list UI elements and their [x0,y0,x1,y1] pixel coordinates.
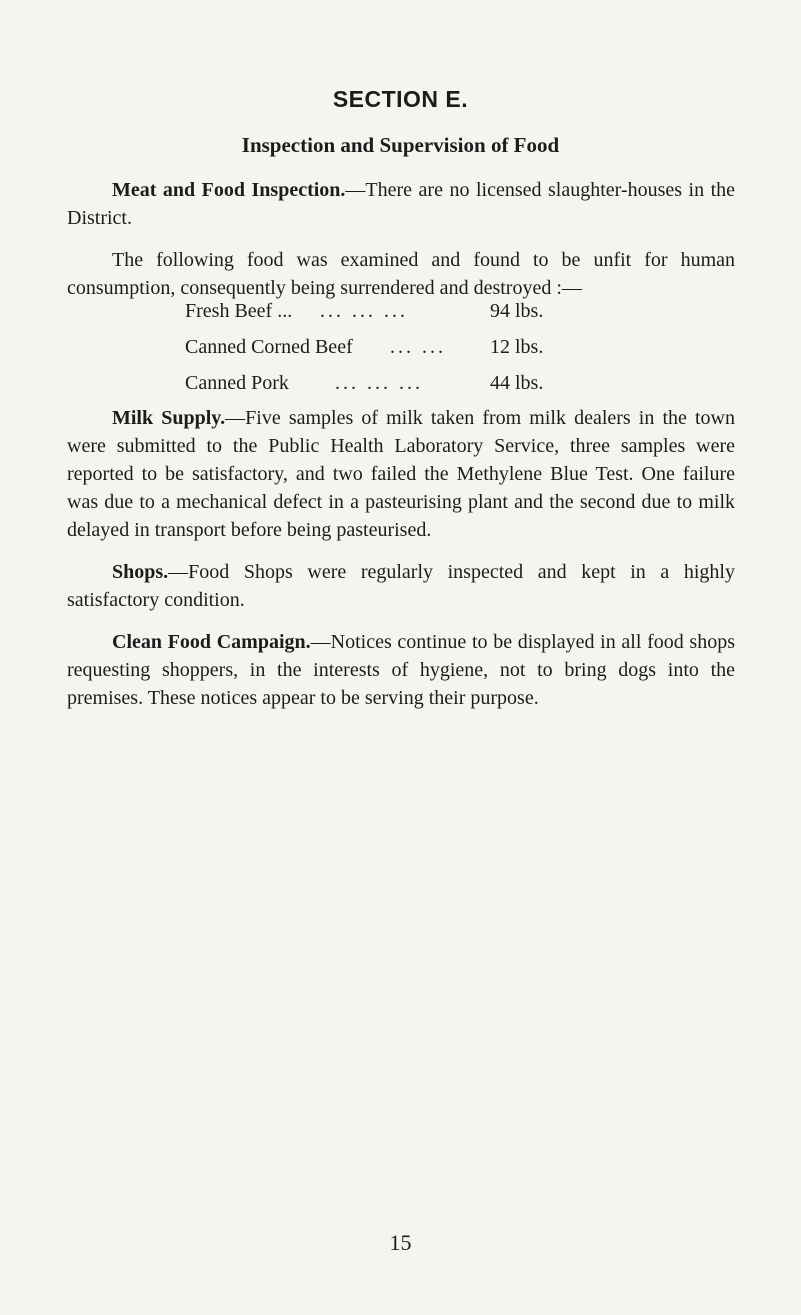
clean-food-heading: Clean Food Campaign. [112,631,311,653]
food-quantity: 12 lbs. [490,336,544,358]
food-quantity: 44 lbs. [490,372,544,394]
shops-text: —Food Shops were regularly inspected and kept in a highly satisfactory condition. [67,561,735,611]
food-name: Fresh Beef ... [185,300,293,322]
section-title: SECTION E. [332,86,469,112]
food-name: Canned Pork [185,372,289,394]
food-list [185,300,635,408]
meat-inspection-paragraph [67,176,735,232]
shops-heading: Shops. [112,561,169,583]
page-number: 15 [389,1230,412,1255]
food-quantity: 94 lbs. [490,300,544,322]
milk-supply-paragraph [67,404,735,544]
clean-food-paragraph [67,628,735,712]
shops-paragraph [67,558,735,614]
meat-inspection-heading: Meat and Food Inspection. [112,179,346,201]
page-subtitle: Inspection and Supervision of Food [241,133,560,157]
clean-food-text: —Notices continue to be displayed in all food shops requesting shoppers, in the interests of hygiene, not to bring dogs into the premises. These notices appear to be serving their purpose. [67,631,735,709]
leader-dots: ... ... [390,336,446,358]
milk-supply-heading: Milk Supply. [112,407,226,429]
food-row [185,372,635,408]
milk-supply-text: —Five samples of milk taken from milk dealers in the town were submitted to the Public Health Laboratory Service, three samples were reported to be satisfactory, and two failed the Methylene Blue Test. One failure was due to a mechanical defect in a pasteurising plant and the second due to milk delayed in transport before being pasteurised. [67,407,735,541]
leader-dots: ... ... ... [320,300,408,322]
food-row [185,300,635,336]
food-row [185,336,635,372]
leader-dots: ... ... ... [335,372,423,394]
food-name: Canned Corned Beef [185,336,353,358]
food-intro-paragraph: The following food was examined and found to be unfit for human consumption, consequently being surrendered and destroyed :— [67,249,735,299]
meat-inspection-text: —There are no licensed slaughter-houses in the District. [67,179,736,229]
